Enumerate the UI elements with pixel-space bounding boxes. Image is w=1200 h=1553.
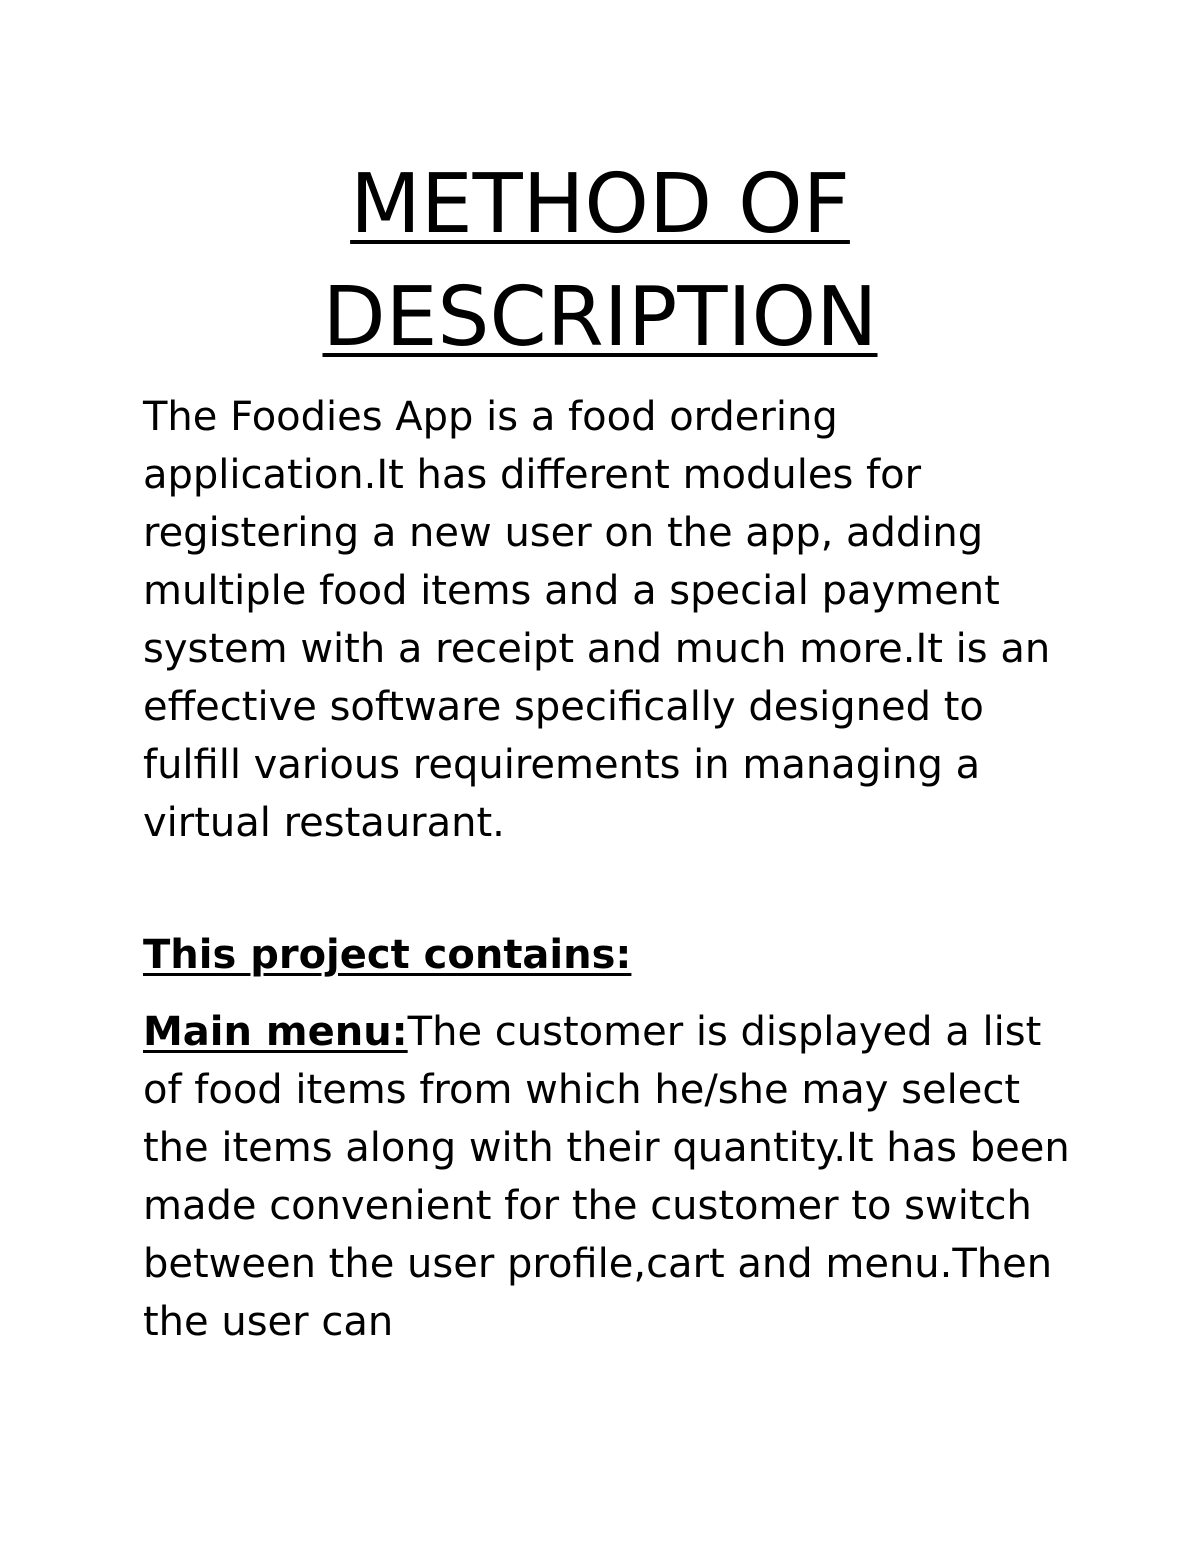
intro-paragraph: The Foodies App is a food ordering application.It has different modules for registering a new user on the app, adding multiple food items and a special payment system with a receipt and much more.It is an effective software specifically designed to fulfill various requirements in managing a virtual restaurant. xyxy=(143,394,1051,846)
section-heading: This project contains: xyxy=(143,932,632,978)
main-menu-label: Main menu: xyxy=(143,1009,408,1055)
title-line-2: DESCRIPTION xyxy=(322,270,878,365)
page-title xyxy=(0,148,1200,374)
title-line-1: METHOD OF xyxy=(350,157,850,252)
main-menu-paragraph xyxy=(143,1003,1073,1351)
main-menu-text: The customer is displayed a list of food items from which he/she may select the items along with their quantity.It has been made convenient for the customer to switch between the user profile,cart and menu.Then the user can xyxy=(143,1009,1070,1345)
section-heading-paragraph xyxy=(143,926,1073,984)
